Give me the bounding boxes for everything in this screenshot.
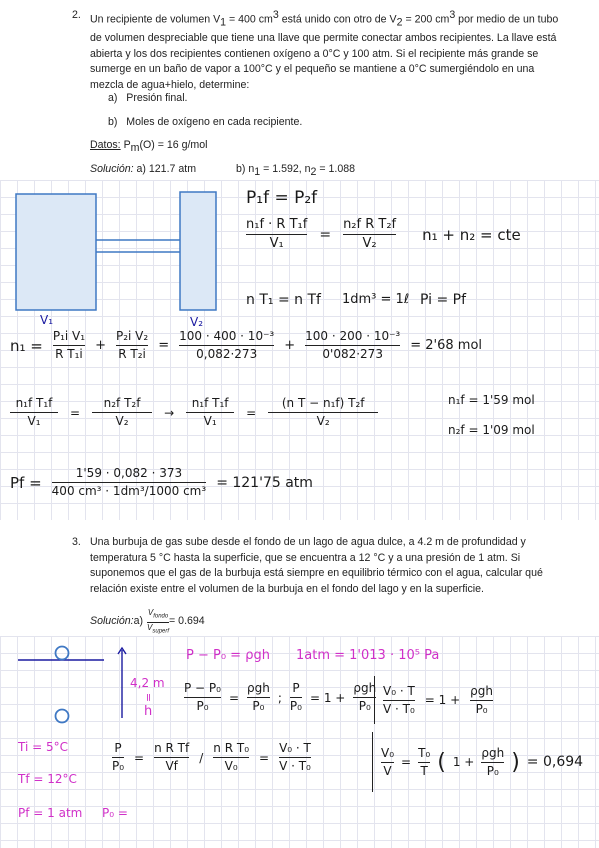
depth-h: h <box>144 704 153 719</box>
problem-2-text: Un recipiente de volumen $V_1 = 400$ $cm^3$ está unido con otro de $V_2 = 200$ $cm^3$ por medio de un tubo de volumen despreciable que tiene una llave que permite conectar ambos recipientes. La llave está abierta y los dos recipientes contienen oxígeno a 0°C y 100 atm. Si el recipiente más grande se sumerge en un baño de vapor a 100°C y el pequeño se mantiene a 0°C sumergiéndolo en una mezcla de agua+hielo, determine: <box>90 9 559 91</box>
eq-pressure-depth: P − P₀ = ρgh <box>186 648 270 663</box>
bubble-surface-icon <box>56 647 69 660</box>
eq-ratio-volume-boxed: $\frac{\text{V₀ · T}}{\text{V · T₀}}$ = 1 + $\frac{\text{ρgh}}{\text{P₀}}$ <box>374 676 493 724</box>
result-n2f: n₂f = 1'09 mol <box>448 423 535 437</box>
problem-2-item-a: a) Presión final. <box>108 92 188 104</box>
temp-final: Tf = 12°C <box>18 772 77 786</box>
frac-num: n₂f R T₂f <box>343 217 397 232</box>
large-container <box>16 194 96 310</box>
final-result-value: = 0,694 <box>526 754 584 770</box>
problem-3-text: Una burbuja de gas sube desde el fondo de un lago de agua dulce, a 4.2 m de profundidad y temperatura 5 °C hasta la superficie, que se encuentra a 12 °C y a una presión de 1 atm. Si suponemos que el gas de la burbuja está siempre en equilibrio térmico con el agua, calcular qué relación existe entre el volumen de la burbuja en el fondo del lago y en la superficie. <box>90 536 543 595</box>
eq-ratio-line: $\frac{\text{n₁f T₁f}}{\text{V₁}}$ = $\frac{\text{n₂f T₂f}}{\text{V₂}}$ → $\frac{\text{n₁f T₁f}}{\text{V₁}}$ = $\frac{\text{(n T − n₁f) T₂f}}{\text{V₂}}$ <box>10 395 378 430</box>
problem-2-solucion-b: b) $n_1 = 1.592$, $n_2 = 1.088$ <box>236 163 356 179</box>
depth-equals: = <box>142 692 156 703</box>
pressure-final: Pf = 1 atm <box>18 806 83 820</box>
eq-final-result: $\frac{\text{V₀}}{V}$ = $\frac{\text{T₀}}{T}$ ( 1 + $\frac{\text{ρgh}}{\text{P₀}}$ ) = 0,694 <box>372 732 583 792</box>
handwritten-notes-2 <box>0 636 599 848</box>
frac-den: V₁ <box>269 236 284 251</box>
label-v2: V₂ <box>190 315 204 329</box>
pressure-initial: P₀ = <box>102 806 128 820</box>
eq-pressure-equal: P₁f = P₂f <box>246 188 318 208</box>
result-n1f: n₁f = 1'59 mol <box>448 393 535 407</box>
problem-3-number: 3. <box>72 536 81 548</box>
eq-n1-line: n₁ = $\frac{\text{P₁i V₁}}{\text{R T₁i}}$ + $\frac{\text{P₂i V₂}}{\text{R T₂i}}$ = $\frac{\text{100 · 400 · 10⁻³}}{0,082\cdot 273}$ + $\frac{\text{100 · 200 · 10⁻³}}{0'082\cdot 273}$ = 2'68 mol <box>10 329 483 361</box>
eq-pf-line: Pf = $\frac{1'59 \cdot 0,082 \cdot 373}{\text{400 cm³ · 1dm³/1000 cm³}}$ = 121'75 atm <box>10 466 313 498</box>
handwritten-notes-1 <box>0 180 599 520</box>
eq-pf-label: Pf = <box>10 473 42 492</box>
eq-n1-label: n₁ = <box>10 336 43 355</box>
moles-constant: n₁ + n₂ = cte <box>422 225 521 244</box>
eq-pf-result: = 121'75 atm <box>216 474 313 491</box>
problem-3-statement <box>72 535 564 597</box>
problem-2-statement <box>72 8 564 93</box>
eq-pi-pf: Pi = Pf <box>420 292 467 308</box>
eq-gas-law-line: $\frac{P}{\text{P₀}}$ = $\frac{\text{n R Tf}}{Vf}$ / $\frac{\text{n R T₀}}{\text{V₀}}$ = $\frac{\text{V₀ · T}}{\text{V · T₀}}$ <box>112 741 311 773</box>
small-container <box>180 192 216 310</box>
eq-dm3-liter: 1dm³ = 1ℓ <box>342 292 410 307</box>
problem-3-solucion: Solución: a) $\frac{V_{fondo}}{V_{superf}}$ = 0.694 <box>90 608 205 635</box>
label-v1: V₁ <box>40 313 54 327</box>
frac-den: V₂ <box>362 236 377 251</box>
problem-2-number: 2. <box>72 9 81 21</box>
problem-2-item-b: b) Moles de oxígeno en cada recipiente. <box>108 116 303 128</box>
frac-num: n₁f · R T₁f <box>246 217 308 232</box>
eq-n1-result: = 2'68 mol <box>410 338 483 353</box>
eq-atm-pa: 1atm = 1'013 · 10⁵ Pa <box>296 648 440 663</box>
depth-value: 4,2 m <box>130 676 165 690</box>
eq-moles-total: n T₁ = n Tf <box>246 292 321 308</box>
eq-ratio-top: $\frac{\text{n₁f · R T₁f}}{\text{V₁}}$ = $\frac{\text{n₂f R T₂f}}{\text{V₂}}$ n₁ + n₂ = cte <box>246 217 521 251</box>
problem-2-datos: Datos: $P_m(O) = 16$ g/mol <box>90 139 208 155</box>
bubble-bottom-icon <box>56 710 69 723</box>
temp-initial: Ti = 5°C <box>18 740 68 754</box>
problem-2-solucion: Solución: a) 121.7 atm <box>90 163 197 175</box>
eq-ratio-pressure: $\frac{\text{P − P₀}}{\text{P₀}}$ = $\frac{\text{ρgh}}{\text{P₀}}$ ; $\frac{P}{\text{P₀}}$ = 1 + $\frac{\text{ρgh}}{\text{P₀}}$ <box>184 681 377 713</box>
containers-diagram <box>0 180 240 330</box>
